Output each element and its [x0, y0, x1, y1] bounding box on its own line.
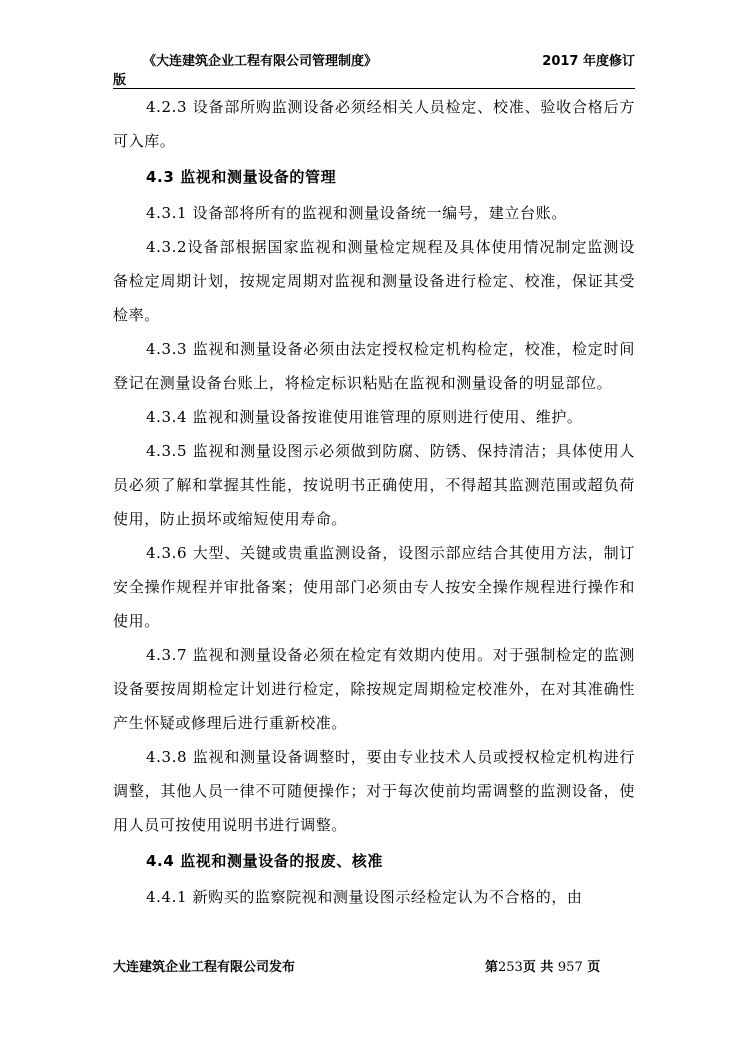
paragraph-4-2-3: 4.2.3 设备部所购监测设备必须经相关人员检定、校准、验收合格后方可入库。 — [113, 98, 635, 150]
header-continuation: 版 — [113, 73, 127, 88]
section-heading-4-4: 4.4 监视和测量设备的报废、核准 — [146, 852, 383, 870]
paragraph-4-3-8: 4.3.8 监视和测量设备调整时，要由专业技术人员或授权检定机构进行调整，其他人员一律不可随便操作；对于每次使前均需调整的监测设备，使用人员可按使用说明书进行调整。 — [113, 748, 635, 834]
document-body — [113, 90, 635, 914]
paragraph-4-3-3: 4.3.3 监视和测量设备必须由法定授权检定机构检定，校准，检定时间登记在测量设备台账上，将检定标识粘贴在监视和测量设备的明显部位。 — [113, 340, 635, 392]
paragraph-4-3-6: 4.3.6 大型、关键或贵重监测设备，设图示部应结合其使用方法，制订安全操作规程并审批备案；使用部门必须由专人按安全操作规程进行操作和使用。 — [113, 544, 635, 630]
paragraph-4-3-4: 4.3.4 监视和测量设备按谁使用谁管理的原则进行使用、维护。 — [146, 408, 583, 426]
section-heading-4-3: 4.3 监视和测量设备的管理 — [146, 168, 337, 186]
footer-publisher: 大连建筑企业工程有限公司发布 — [113, 960, 296, 975]
paragraph-4-3-1: 4.3.1 设备部将所有的监视和测量设备统一编号，建立台账。 — [146, 204, 567, 222]
current-page-number: 253 — [498, 960, 523, 975]
page-prefix: 第 — [485, 960, 499, 975]
page-suffix: 页 — [587, 960, 601, 975]
header-document-title: 《大连建筑企业工程有限公司管理制度》 — [143, 54, 378, 69]
header-divider — [113, 88, 635, 89]
paragraph-4-3-2: 4.3.2设备部根据国家监视和测量检定规程及具体使用情况制定监测设备检定周期计划，按规定周期对监视和测量设备进行检定、校准，保证其受检率。 — [113, 238, 635, 324]
page-mid: 页 共 — [522, 960, 554, 975]
header-revision: 2017 年度修订 — [542, 54, 635, 69]
paragraph-4-3-7: 4.3.7 监视和测量设备必须在检定有效期内使用。对于强制检定的监测设备要按周期检定计划进行检定，除按规定周期检定校准外，在对其准确性产生怀疑或修理后进行重新校准。 — [113, 646, 635, 732]
footer-page-number — [485, 958, 600, 978]
paragraph-4-4-1: 4.4.1 新购买的监察院视和测量设图示经检定认为不合格的，由 — [146, 888, 583, 906]
total-page-count: 957 — [557, 960, 583, 975]
paragraph-4-3-5: 4.3.5 监视和测量设图示必须做到防腐、防锈、保持清洁；具体使用人员必须了解和掌握其性能，按说明书正确使用，不得超其监测范围或超负荷使用，防止损坏或缩短使用寿命。 — [113, 442, 635, 528]
